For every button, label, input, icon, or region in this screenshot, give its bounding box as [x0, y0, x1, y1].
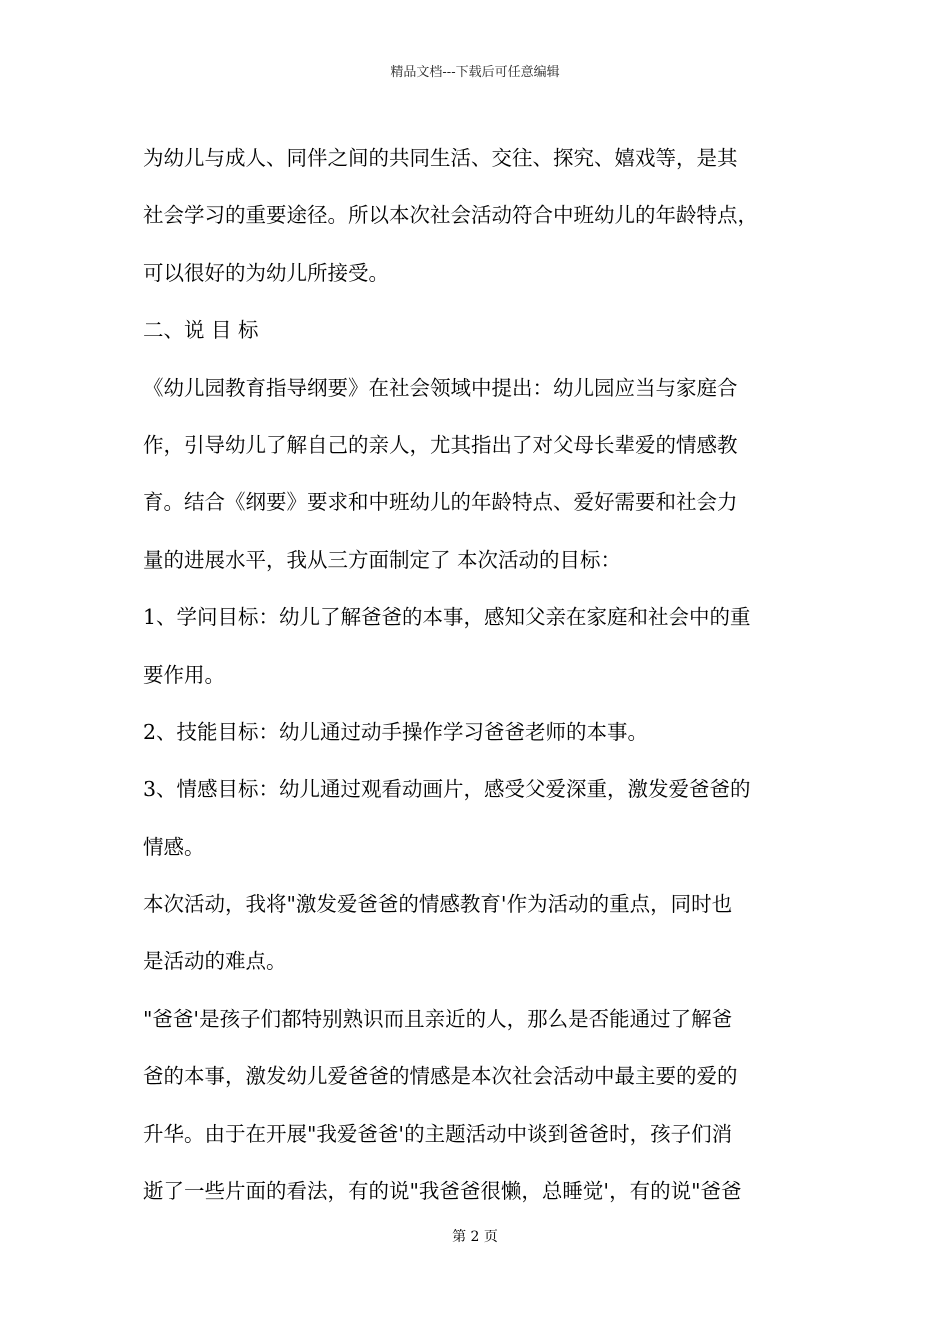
text-line-17: 爸的本事，激发幼儿爱爸爸的情感是本次社会活动中最主要的爱的 [143, 1064, 738, 1089]
section-heading: 二、说 目 标 [143, 318, 259, 343]
text-line-13: 情感。 [143, 834, 205, 859]
text-line-15: 是活动的难点。 [143, 949, 287, 974]
text-line-14: 本次活动，我将"激发爱爸爸的情感教育'作为活动的重点，同时也 [143, 892, 733, 917]
text-line-8: 量的进展水平，我从三方面制定了 本次活动的目标： [143, 547, 622, 572]
page-number: 第 2 页 [452, 1229, 498, 1245]
text-line-5: 《幼儿园教育指导纲要》在社会领域中提出：幼儿园应当与家庭合 [143, 375, 738, 400]
text-line-18: 升华。由于在开展"我爱爸爸'的主题活动中谈到爸爸时，孩子们消 [143, 1121, 733, 1146]
goal-skill: 2、技能目标：幼儿通过动手操作学习爸爸老师的本事。 [143, 719, 649, 744]
goal-emotion: 3、情感目标：幼儿通过观看动画片，感受父爱深重，激发爱爸爸的 [143, 777, 751, 802]
text-line-19: 逝了一些片面的看法，有的说"我爸爸很懒，总睡觉'，有的说"爸爸 [143, 1179, 742, 1204]
page-header: 精品文档---下载后可任意编辑 [390, 65, 560, 80]
text-line-2: 社会学习的重要途径。所以本次社会活动符合中班幼儿的年龄特点， [143, 203, 758, 228]
text-line-10: 要作用。 [143, 662, 225, 687]
text-line-16: "爸爸'是孩子们都特别熟识而且亲近的人，那么是否能通过了解爸 [143, 1006, 733, 1031]
text-line-6: 作，引导幼儿了解自己的亲人，尤其指出了对父母长辈爱的情感教 [143, 432, 738, 457]
text-line-7: 育。结合《纲要》要求和中班幼儿的年龄特点、爱好需要和社会力 [143, 490, 738, 515]
text-line-3: 可以很好的为幼儿所接受。 [143, 260, 389, 285]
document-body [143, 130, 813, 1220]
text-line-1: 为幼儿与成人、同伴之间的共同生活、交往、探究、嬉戏等，是其 [143, 146, 738, 170]
goal-knowledge: 1、学问目标：幼儿了解爸爸的本事，感知父亲在家庭和社会中的重 [143, 605, 751, 630]
